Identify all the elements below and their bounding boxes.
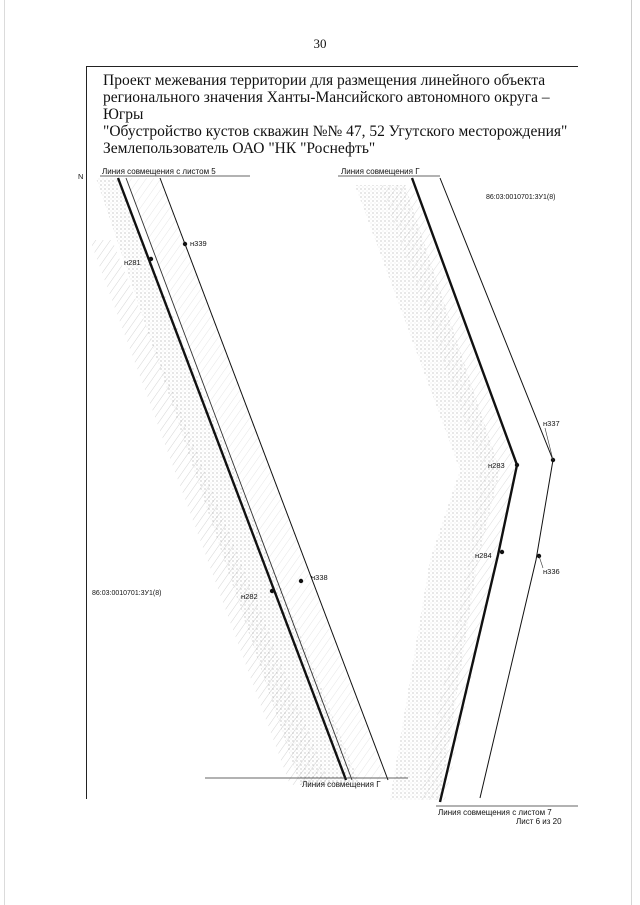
label-match-bottom-right: Линия совмещения с листом 7 <box>438 808 552 817</box>
cadastral-label-right: 86:03:0010701:3У1(8) <box>486 194 556 201</box>
label-match-top-left: Линия совмещения с листом 5 <box>102 167 216 176</box>
label-n339: н339 <box>190 239 207 248</box>
point-n339 <box>183 242 187 246</box>
label-match-bottom-left: Линия совмещения Г <box>302 780 381 789</box>
header-line-4: "Обустройство кустов скважин №№ 47, 52 Угутского месторождения" <box>103 123 568 140</box>
point-n284 <box>500 550 504 554</box>
label-n336: н336 <box>543 567 560 576</box>
label-n283: н283 <box>488 461 505 470</box>
label-n281: н281 <box>124 258 141 267</box>
cadastral-label-left: 86:03:0010701:3У1(8) <box>92 590 162 597</box>
label-n284: н284 <box>475 551 492 560</box>
label-n338: н338 <box>311 573 328 582</box>
label-n282: н282 <box>241 592 258 601</box>
header-line-1: Проект межевания территории для размещения линейного объекта <box>103 72 546 89</box>
point-n338 <box>299 579 303 583</box>
header-line-3: Югры <box>103 106 144 123</box>
left-boundary-bold <box>118 178 346 780</box>
north-marker: N <box>78 172 84 181</box>
header-line-5: Землепользователь ОАО "НК "Роснефть" <box>103 140 376 157</box>
label-n337: н337 <box>543 419 560 428</box>
sheet-counter: Лист 6 из 20 <box>516 817 562 826</box>
page-number: 30 <box>313 36 327 51</box>
left-boundary-outer <box>126 178 352 780</box>
point-n281 <box>149 257 153 261</box>
point-n283 <box>515 463 519 467</box>
label-match-top-right: Линия совмещения Г <box>341 167 420 176</box>
point-n282 <box>270 589 274 593</box>
header-line-2: регионального значения Ханты-Мансийского автономного округа – <box>103 89 550 106</box>
